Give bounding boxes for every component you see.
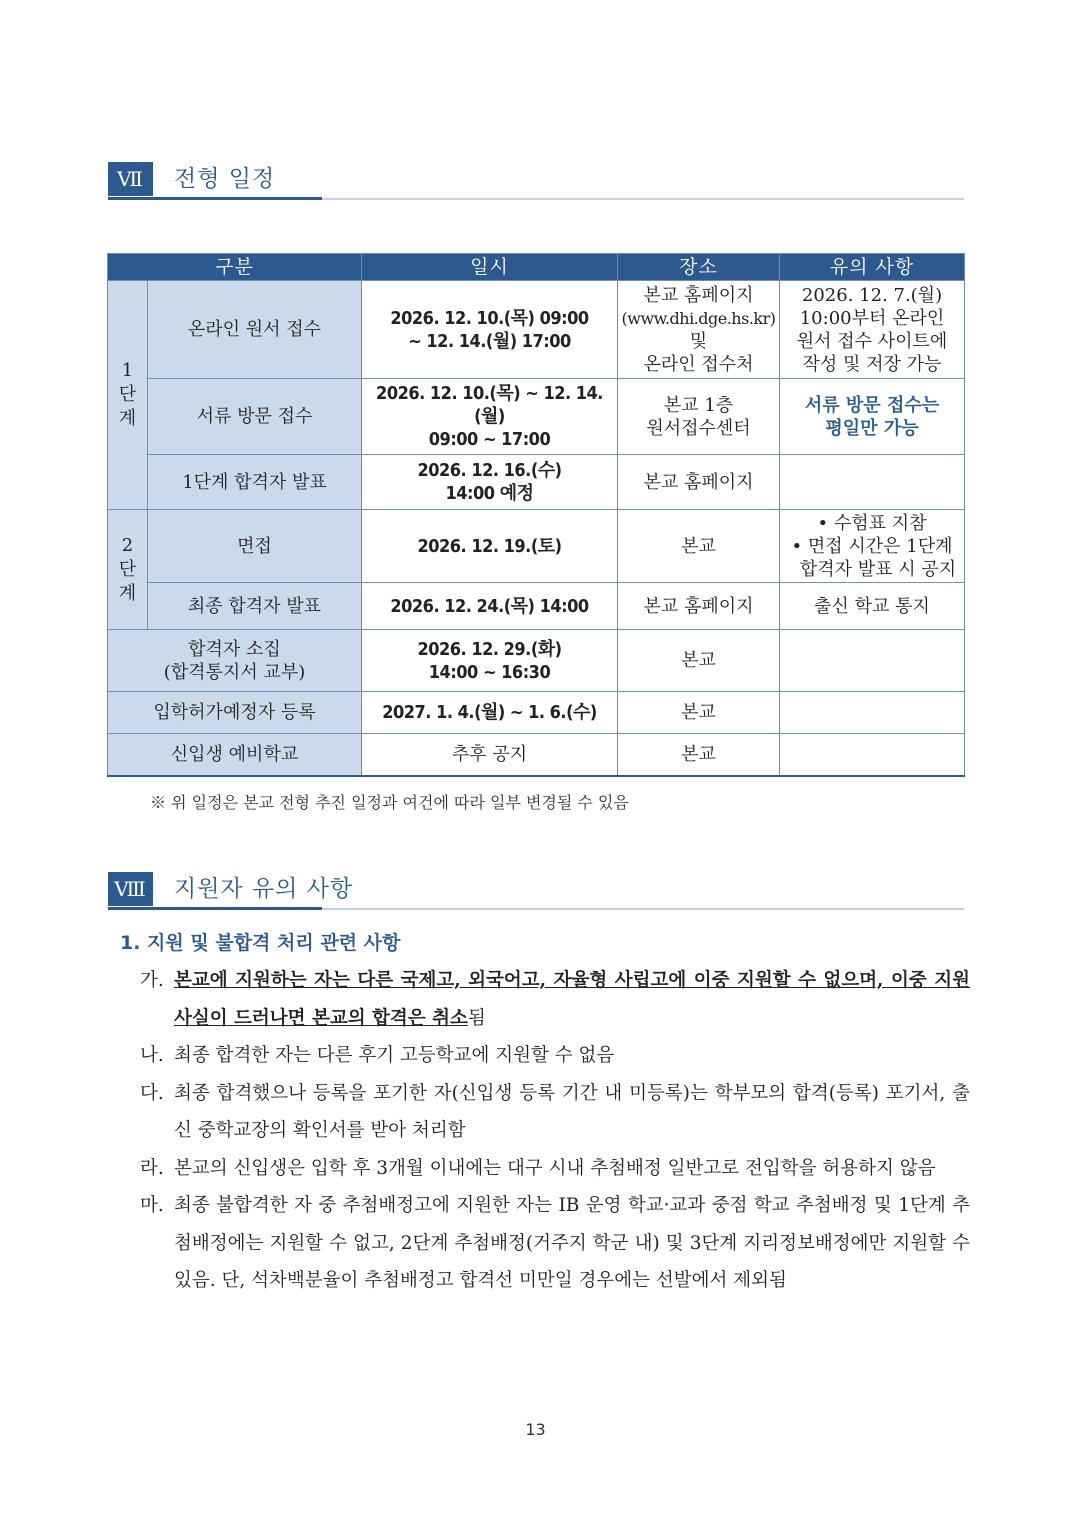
final-category: 최종 합격자 발표: [148, 583, 362, 630]
header-category: 구분: [108, 254, 362, 281]
table-row-pass1: [108, 455, 965, 510]
prep-notes: [780, 734, 965, 776]
item-text: 최종 합격했으나 등록을 포기한 자(신입생 등록 기간 내 미등록)는 학부모의 합격(등록) 포기서, 출신 중학교장의 확인서를 받아 처리함: [174, 1082, 970, 1141]
stage-1-label: 1 단 계: [108, 281, 148, 510]
gather-place: 본교: [618, 630, 780, 692]
page-number: 13: [525, 1420, 546, 1439]
pass1-place: 본교 홈페이지: [618, 455, 780, 510]
item-text: 됨: [467, 1007, 486, 1029]
section-7-rule: [322, 198, 964, 200]
table-row-prep: [108, 734, 965, 776]
pass1-category: 1단계 합격자 발표: [148, 455, 362, 510]
item-text: 본교의 신입생은 입학 후 3개월 이내에는 대구 시내 추첨배정 일반고로 전입학을 허용하지 않음: [174, 1157, 936, 1179]
table-row-register: [108, 692, 965, 734]
list-item: [140, 1037, 970, 1075]
visit-category: 서류 방문 접수: [148, 379, 362, 455]
pass1-notes: [780, 455, 965, 510]
item-emphasis: 본교에 지원하는 자는 다른 국제고, 외국어고, 자율형 사립고에 이중 지원할 수 없으며, 이중 지원 사실이 드러나면 본교의 합격은 취소: [174, 970, 970, 1029]
item-marker: 마.: [140, 1195, 164, 1216]
schedule-table: [107, 253, 965, 777]
register-category: 입학허가예정자 등록: [108, 692, 362, 734]
notice-list: [140, 962, 970, 1300]
section-8-title: 지원자 유의 사항: [174, 876, 354, 902]
table-header-row: [108, 254, 965, 281]
section-7-number: Ⅶ: [108, 162, 153, 196]
final-notes: 출신 학교 통지: [780, 583, 965, 630]
item-marker: 다.: [140, 1082, 164, 1104]
table-row-gather: [108, 630, 965, 692]
gather-datetime: 2026. 12. 29.(화) 14:00 ~ 16:30: [362, 630, 618, 692]
section-8-underline: [108, 907, 322, 910]
prep-category: 신입생 예비학교: [108, 734, 362, 776]
interview-notes: • 수험표 지참 • 면접 시간은 1단계 합격자 발표 시 공지: [780, 510, 965, 583]
section-8-number: Ⅷ: [108, 872, 153, 906]
item-marker: 라.: [140, 1157, 164, 1179]
list-item: [140, 1150, 970, 1188]
schedule-footnote: ※ 위 일정은 본교 전형 추진 일정과 여건에 따라 일부 변경될 수 있음: [150, 793, 629, 812]
online-datetime: 2026. 12. 10.(목) 09:00 ~ 12. 14.(월) 17:00: [362, 281, 618, 379]
subsection-1-title: 1. 지원 및 불합격 처리 관련 사항: [120, 932, 401, 954]
gather-notes: [780, 630, 965, 692]
header-notes: 유의 사항: [780, 254, 965, 281]
table-row-final: [108, 583, 965, 630]
interview-place: 본교: [618, 510, 780, 583]
section-7-underline: [108, 197, 322, 200]
list-item: [140, 1187, 970, 1300]
interview-category: 면접: [148, 510, 362, 583]
section-8-rule: [322, 908, 964, 910]
visit-notes: 서류 방문 접수는 평일만 가능: [780, 379, 965, 455]
table-row-interview: [108, 510, 965, 583]
gather-category: 합격자 소집 (합격통지서 교부): [108, 630, 362, 692]
item-text: 최종 합격한 자는 다른 후기 고등학교에 지원할 수 없음: [174, 1045, 615, 1066]
register-place: 본교: [618, 692, 780, 734]
list-item: [140, 1075, 970, 1150]
register-datetime: 2027. 1. 4.(월) ~ 1. 6.(수): [362, 692, 618, 734]
interview-datetime: 2026. 12. 19.(토): [362, 510, 618, 583]
item-text: 최종 불합격한 자 중 추첨배정고에 지원한 자는 IB 운영 학교·교과 중점 학교 추첨배정 및 1단계 추첨배정에는 지원할 수 없고, 2단계 추첨배정(거주지 학군 내) 및 3단계 지리정보배정에만 지원할 수 있음. 단, 석차백분율이 추첨배정고 합격선 미만일 경우에는 선발에서 제외됨: [174, 1195, 970, 1291]
visit-place: 본교 1층 원서접수센터: [618, 379, 780, 455]
stage-2-label: 2 단 계: [108, 510, 148, 630]
list-item: [140, 962, 970, 1037]
online-notes: 2026. 12. 7.(월) 10:00부터 온라인 원서 접수 사이트에 작성 및 저장 가능: [780, 281, 965, 379]
register-notes: [780, 692, 965, 734]
final-place: 본교 홈페이지: [618, 583, 780, 630]
header-place: 장소: [618, 254, 780, 281]
prep-place: 본교: [618, 734, 780, 776]
visit-datetime: 2026. 12. 10.(목) ~ 12. 14.(월) 09:00 ~ 17:00: [362, 379, 618, 455]
section-8-header: [108, 872, 964, 906]
online-category: 온라인 원서 접수: [148, 281, 362, 379]
item-marker: 나.: [140, 1045, 164, 1066]
table-row-visit: [108, 379, 965, 455]
section-7-header: [108, 162, 964, 196]
pass1-datetime: 2026. 12. 16.(수) 14:00 예정: [362, 455, 618, 510]
section-7-title: 전형 일정: [174, 166, 276, 192]
prep-datetime: 추후 공지: [362, 734, 618, 776]
final-datetime: 2026. 12. 24.(목) 14:00: [362, 583, 618, 630]
table-row-online: [108, 281, 965, 379]
online-place: 본교 홈페이지 (www.dhi.dge.hs.kr) 및 온라인 접수처: [618, 281, 780, 379]
header-datetime: 일시: [362, 254, 618, 281]
item-marker: 가.: [140, 970, 164, 991]
